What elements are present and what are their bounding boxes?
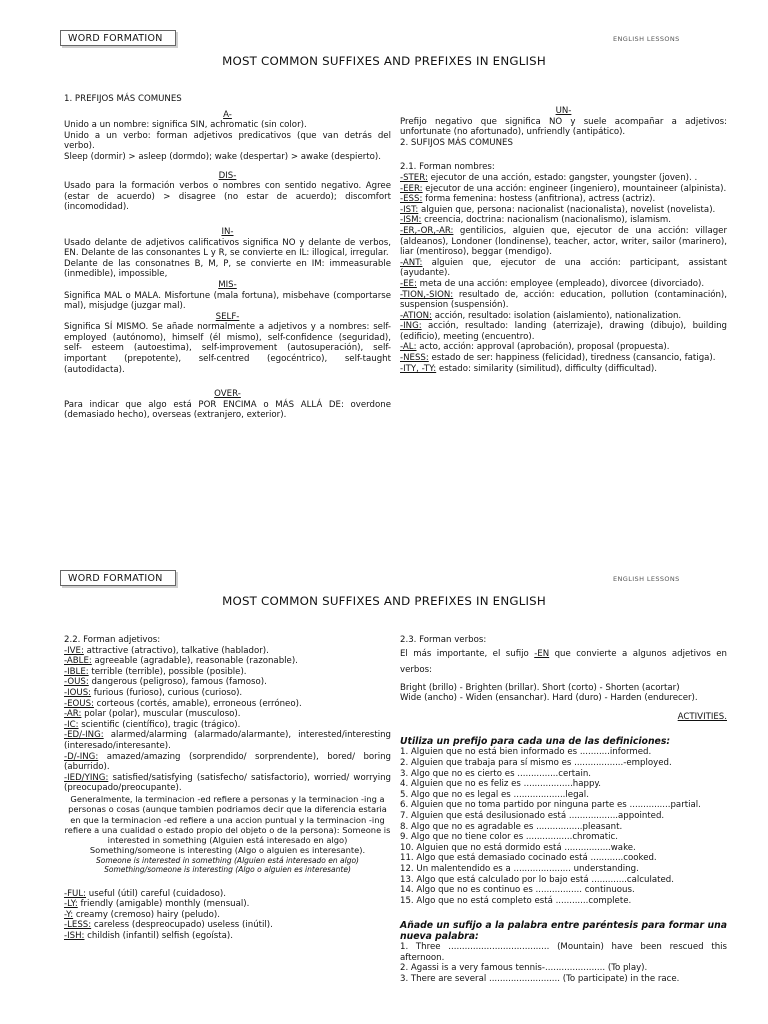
suffix-description: meta de una acción: employee (empleado), divorcee (divorciado). — [416, 278, 705, 289]
suffix-description: estado: similarity (similitud), difficulty (difficultad). — [436, 363, 658, 374]
suffix-description: polar (polar), muscular (musculoso). — [81, 709, 241, 720]
suffix-description: scientific (científico), tragic (trágico). — [78, 719, 241, 730]
suffix-key: -ITY, -TY: — [400, 363, 437, 374]
activity-item: 14. Algo que no es continuo es ................. continuous. — [400, 885, 635, 896]
suffix-description: satisfied/satisfying (satisfecho/ satisfactorio), worried/ worrying (preocupado/preocupante). — [64, 772, 391, 794]
suffix-key: -ISM: — [400, 215, 422, 226]
suffix-entry — [64, 910, 391, 921]
paragraph: Usado delante de adjetivos calificativos significa NO y delante de verbos, EN. Delante de las consonantes L y R, se convierte en IL: illogical, irregular. — [64, 237, 391, 259]
activity-item: 10. Alguien que no está dormido está .................wake. — [400, 842, 636, 853]
suffix-entry — [64, 931, 391, 942]
suffix-entry — [64, 720, 391, 731]
suffix-description: amazed/amazing (sorprendido/ sorprendente), bored/ boring (aburrido). — [64, 751, 391, 773]
suffix-key: -ATION: — [400, 310, 432, 321]
suffix-entry — [400, 353, 727, 364]
suffix-description: ejecutor de una acción: engineer (ingeniero), mountaineer (alpinista). — [422, 183, 727, 194]
subsection-heading: 2.3. Forman verbos: — [400, 635, 487, 645]
suffix-key: -AR: — [64, 709, 82, 720]
suffix-key: -D/-ING: — [64, 751, 99, 762]
suffix-entry — [400, 226, 727, 258]
suffix-entry — [400, 194, 727, 205]
text: que convierte a algunos adjetivos en verbos: — [400, 648, 728, 675]
suffix-entry — [64, 752, 391, 773]
suffix-description: ejecutor de una acción, estado: gangster, youngster (joven). . — [427, 172, 698, 183]
word-formation-tag: WORD FORMATION — [60, 30, 176, 46]
suffix-entry — [400, 258, 727, 279]
suffix-description: careless (despreocupado) useless (inútil). — [91, 920, 273, 931]
suffix-entry — [64, 646, 391, 657]
suffix-list — [64, 646, 391, 794]
suffix-entry — [64, 730, 391, 751]
suffix-description: agreeable (agradable), reasonable (razonable). — [91, 656, 298, 667]
text: El más importante, el sufijo — [400, 648, 535, 659]
suffix-description: gentilicios, alguien que, ejecutor de una acción: villager (aldeanos), Londoner (londinense), teacher, actor, writer, sailor (marinero), liar (mentiroso), beggar (mendigo). — [400, 225, 727, 258]
suffix-key: -IED/YING: — [64, 772, 109, 783]
suffix-entry — [400, 215, 727, 226]
suffix-description: childish (infantil) selfish (egoísta). — [84, 931, 233, 942]
example-line: Wide (ancho) - Widen (ensanchar). Hard (duro) - Harden (endurecer). — [400, 693, 698, 704]
word-formation-tag: WORD FORMATION — [60, 570, 176, 586]
paragraph: Significa MAL o MALA. Misfortune (mala fortuna), misbehave (comportarse mal), misjudge (juzgar mal). — [64, 290, 391, 312]
suffix-key: -ANT: — [400, 257, 423, 268]
suffix-description: alarmed/alarming (alarmado/alarmante), interested/interesting (interesado/interesante). — [64, 730, 391, 751]
suffix-entry — [64, 899, 391, 910]
note-paragraph: Something/someone is interesting (Algo o alguien es interesante). — [89, 845, 366, 856]
suffix-key: -Y: — [64, 909, 74, 920]
suffix-key: -EE: — [400, 278, 417, 289]
italic-example: Someone is interested in something (Alguien está interesado en algo) — [96, 855, 359, 865]
right-column — [400, 106, 727, 374]
suffix-entry — [400, 342, 727, 353]
suffix-description: friendly (amigable) monthly (mensual). — [77, 899, 250, 910]
suffix-key: -FUL: — [64, 888, 87, 899]
suffix-entry — [400, 173, 727, 184]
suffix-entry — [400, 364, 727, 375]
activity-item: 8. Algo que no es agradable es .................pleasant. — [400, 821, 623, 832]
suffix-description: acto, acción: approval (aprobación), proposal (propuesta). — [416, 342, 670, 353]
suffix-description: creencia, doctrina: nacionalism (nacionalismo), islamism. — [421, 215, 671, 226]
suffix-description: acción, resultado: landing (aterrizaje), drawing (dibujo), building (edificio), meeting (encuentro). — [400, 321, 727, 342]
suffix-description: attractive (atractivo), talkative (hablador). — [83, 645, 269, 656]
suffix-description: furious (furioso), curious (curioso). — [91, 687, 243, 698]
note-paragraph: Generalmente, la terminacion -ed refiere a personas y la terminacion -ing a personas o cosas (aunque tambien podriamos decir que la diferencia estaria en que la terminacion -ed refiere a una accion puntual y la terminacion -ing refiere a una cualidad o estado propio del objeto o de la persona): Someone is interested in something (Alguien está interesado en algo) — [64, 793, 391, 846]
suffix-entry — [64, 688, 391, 699]
paragraph: Delante de las consonatnes B, M, P, se convierte en IM: immeasurable (inmedible), impossible, — [64, 258, 391, 280]
suffix-description: resultado de, acción: education, pollution (contaminación), suspension (suspensión). — [400, 289, 727, 311]
activity-item: 1. Alguien que no está bien informado es ...........informed. — [400, 747, 652, 758]
prefix-heading-a: A- — [223, 109, 232, 120]
suffix-entry — [400, 184, 727, 195]
suffix-key: -TION,-SION: — [400, 289, 454, 300]
suffix-entry — [400, 290, 727, 311]
suffix-key: -ING: — [400, 321, 422, 332]
suffix-key: -AL: — [400, 342, 417, 353]
suffix-key: -IOUS: — [64, 687, 92, 698]
subsection-heading: 2.2. Forman adjetivos: — [64, 635, 161, 645]
english-lessons-label: ENGLISH LESSONS — [613, 575, 680, 583]
page-title: MOST COMMON SUFFIXES AND PREFIXES IN ENGLISH — [222, 54, 546, 68]
paragraph: Usado para la formación verbos o nombres con sentido negativo. Agree (estar de acuerdo) > disagree (no estar de acuerdo); discomfort (incomodidad). — [64, 181, 391, 213]
activity-item: 2. Alguien que trabaja para sí mismo es ..................-employed. — [400, 757, 672, 768]
paragraph: Prefijo negativo que significa NO y suele acompañar a adjetivos: unfortunate (no afortunado), unfriendly (antipático). — [400, 116, 727, 138]
suffix-description: forma femenina: hostess (anfitriona), actress (actriz). — [422, 194, 656, 205]
right-column — [400, 635, 727, 985]
page-title: MOST COMMON SUFFIXES AND PREFIXES IN ENGLISH — [222, 594, 546, 608]
activity-1-list — [400, 747, 727, 906]
activity-item: 5. Algo que no es legal es ...................legal. — [400, 789, 589, 800]
suffix-key: -IBLE: — [64, 666, 89, 677]
suffix-key: -IC: — [64, 719, 79, 730]
suffix-description: terrible (terrible), possible (posible). — [88, 666, 247, 677]
suffix-key: -LY: — [64, 899, 78, 910]
suffix-key: -ABLE: — [64, 656, 92, 667]
prefix-heading-self: SELF- — [215, 311, 240, 322]
prefix-heading-un: UN- — [555, 106, 572, 116]
example-line: Bright (brillo) - Brighten (brillar). Short (corto) - Shorten (acortar) — [400, 682, 680, 693]
left-column — [64, 635, 391, 942]
section-heading: 2. SUFIJOS MÁS COMUNES — [400, 137, 513, 148]
suffix-key: -OUS: — [64, 677, 89, 688]
suffix-key: -ED/-ING: — [64, 730, 104, 741]
paragraph: Significa SÍ MISMO. Se añade normalmente a adjetivos y a nombres: self-employed (autónomo), himself (él mismo), self-confidence (seguridad), self- esteem (autoestima), self-improvement (autosuperación), self-important (prepotente), self-centred (egocéntrico), self-taught (autodidacta). — [64, 322, 391, 375]
activity-item: 11. Algo que está demasiado cocinado está ............cooked. — [400, 853, 657, 864]
activity-item: 12. Un malentendido es a ..................... understanding. — [400, 863, 639, 874]
suffix-key: -EOUS: — [64, 698, 94, 709]
suffix-description: alguien que, ejecutor de una acción: participant, assistant (ayudante). — [400, 257, 727, 279]
subsection-heading: 2.1. Forman nombres: — [400, 162, 495, 173]
activity-2-title: Añade un sufijo a la palabra entre paréntesis para formar una nueva palabra: — [400, 920, 727, 943]
suffix-description: useful (útil) careful (cuidadoso). — [86, 888, 226, 899]
suffix-key: -ER,-OR,-AR: — [400, 225, 454, 236]
activity-item: 4. Alguien que no es feliz es ..................happy. — [400, 779, 602, 790]
paragraph: Sleep (dormir) > asleep (dormdo); wake (despertar) > awake (despierto). — [64, 151, 381, 162]
suffix-description: dangerous (peligroso), famous (famoso). — [88, 677, 267, 688]
activity-2-list — [400, 942, 727, 984]
activity-item: 9. Algo que no tiene color es .................chromatic. — [400, 832, 618, 843]
suffix-entry — [400, 279, 727, 290]
suffix-description: creamy (cremoso) hairy (peludo). — [73, 909, 220, 920]
english-lessons-label: ENGLISH LESSONS — [613, 35, 680, 43]
suffix-description: corteous (cortés, amable), erroneous (erróneo). — [93, 698, 302, 709]
suffix-entry — [64, 656, 391, 667]
suffix-entry — [64, 773, 391, 794]
suffix-entry — [64, 667, 391, 678]
activity-item: 1. Three ..................................... (Mountain) have been rescued this afternoon. — [400, 942, 727, 963]
activity-item: 15. Algo que no está completo está ............complete. — [400, 895, 632, 906]
activity-item: 7. Alguien que está desilusionado está ..................appointed. — [400, 810, 665, 821]
suffix-entry — [400, 311, 727, 322]
suffix-key: -IST: — [400, 204, 419, 215]
paragraph — [400, 646, 727, 678]
italic-example: Something/someone is interesting (Algo o alguien es interesante) — [104, 865, 351, 875]
prefix-heading-dis: DIS- — [218, 170, 237, 181]
suffix-entry — [64, 677, 391, 688]
suffix-key: -ISH: — [64, 931, 85, 942]
prefix-heading-in: IN- — [221, 226, 234, 237]
paragraph: Unido a un verbo: forman adjetivos predicativos (que van detrás del verbo). — [64, 130, 391, 152]
activity-item: 2. Agassi is a very famous tennis-...................... (To play). — [400, 963, 648, 974]
suffix-key: -NESS: — [400, 353, 429, 364]
suffix-entry — [400, 321, 727, 342]
suffix-entry — [64, 889, 391, 900]
prefix-heading-mis: MIS- — [218, 279, 237, 290]
activity-1-title: Utiliza un prefijo para cada una de las definiciones: — [400, 736, 671, 748]
suffix-key: -ESS: — [400, 194, 423, 205]
prefix-heading-over: OVER- — [214, 389, 241, 400]
page-2 — [0, 540, 768, 1024]
paragraph: Para indicar que algo está POR ENCIMA o MÁS ALLÁ DE: overdone (demasiado hecho), overseas (extranjero, exterior). — [64, 399, 391, 421]
suffix-key: -LESS: — [64, 920, 92, 931]
suffix-description: alguien que, persona: nacionalist (nacionalista), novelist (novelista). — [418, 204, 716, 215]
suffix-key: -EN — [534, 648, 550, 659]
suffix-list — [400, 173, 727, 374]
paragraph: Unido a un nombre: significa SIN, achromatic (sin color). — [64, 120, 307, 131]
suffix-list — [64, 889, 391, 942]
suffix-entry — [64, 709, 391, 720]
suffix-key: -IVE: — [64, 645, 84, 656]
suffix-description: estado de ser: happiness (felicidad), tiredness (cansancio, fatiga). — [428, 353, 716, 364]
suffix-entry — [64, 699, 391, 710]
activity-item: 3. There are several .......................... (To participate) in the race. — [400, 974, 680, 985]
suffix-entry — [64, 920, 391, 931]
suffix-description: acción, resultado: isolation (aislamiento), nationalization. — [432, 310, 682, 321]
activity-item: 6. Alguien que no toma partido por ninguna parte es ...............partial. — [400, 800, 701, 811]
suffix-entry — [400, 205, 727, 216]
activities-heading: ACTIVITIES. — [677, 711, 727, 722]
activity-item: 3. Algo que no es cierto es ...............certain. — [400, 768, 592, 779]
suffix-key: -STER: — [400, 172, 428, 183]
left-column — [64, 94, 391, 421]
activity-item: 13. Algo que está calculado por lo bajo está .............calculated. — [400, 874, 674, 885]
section-heading: 1. PREFIJOS MÁS COMUNES — [64, 94, 182, 104]
suffix-key: -EER: — [400, 183, 423, 194]
